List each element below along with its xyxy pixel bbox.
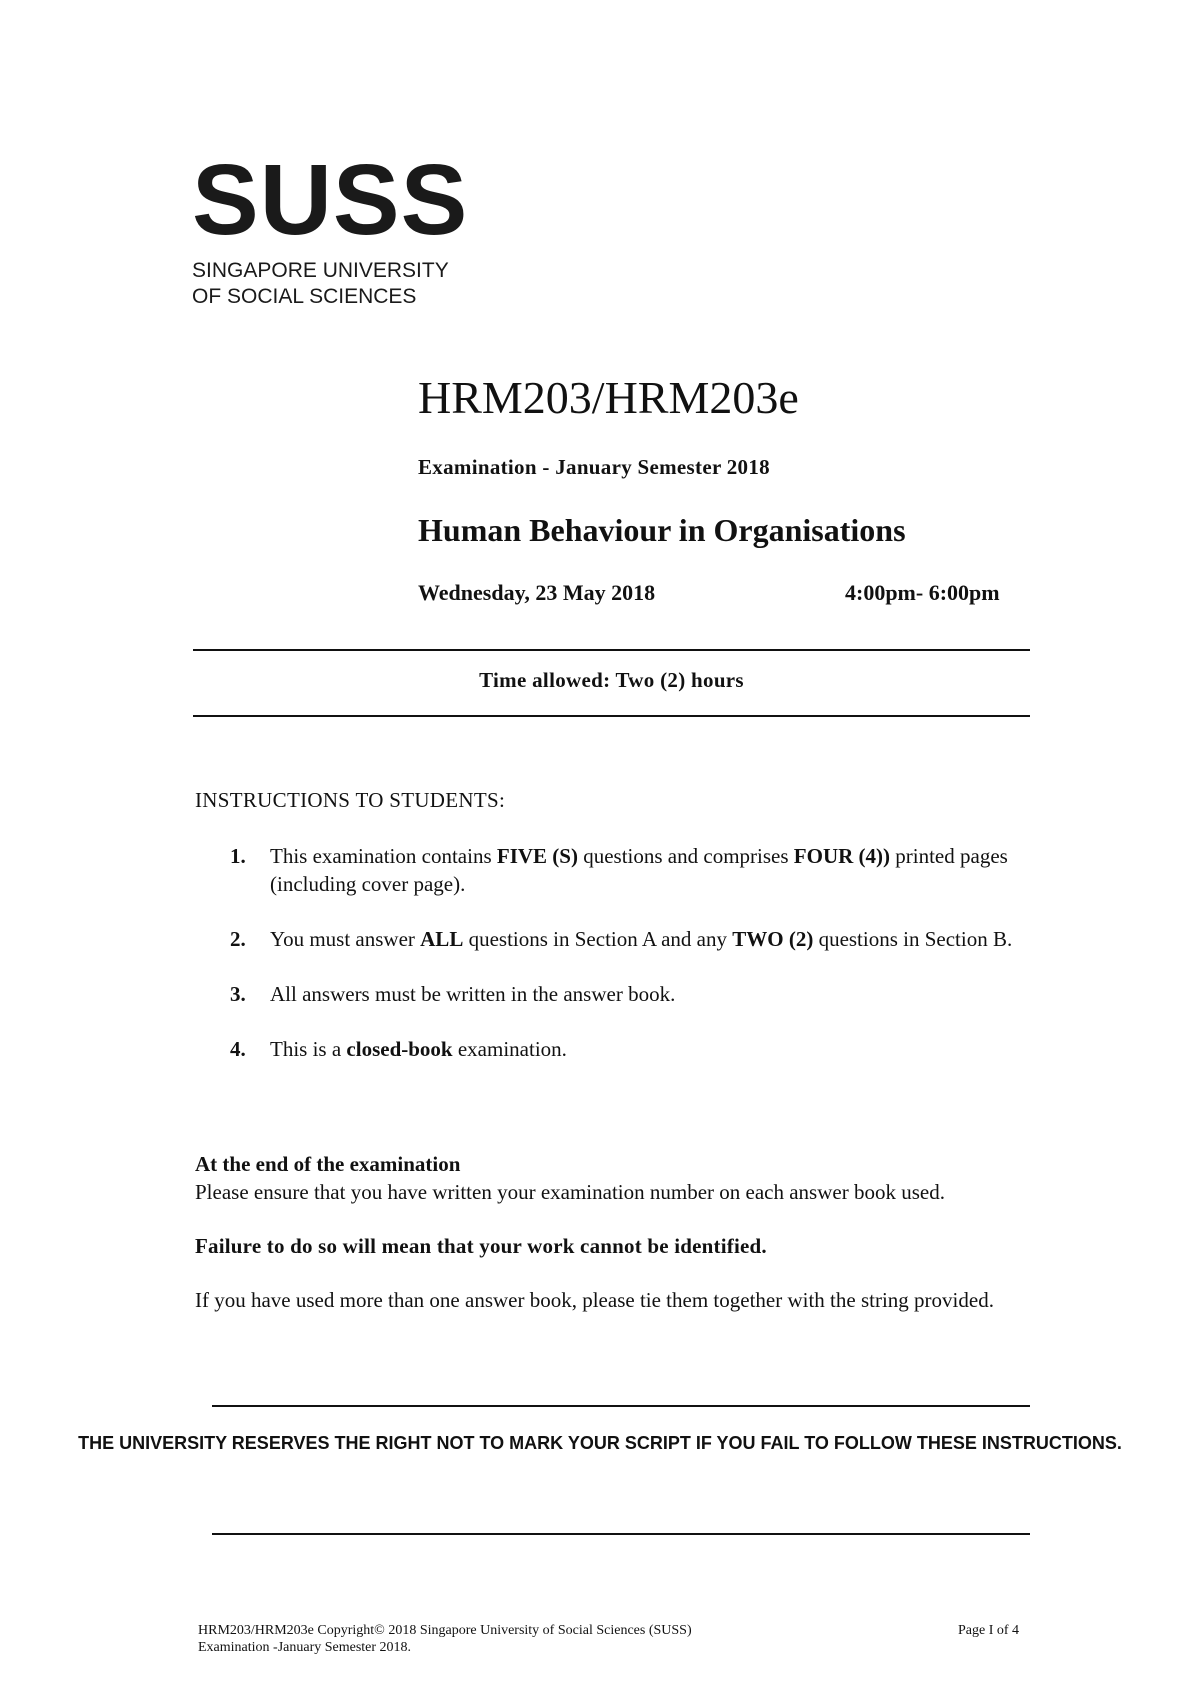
- instruction-text: You must answer: [270, 927, 421, 951]
- divider-bottom: [193, 715, 1030, 717]
- end-of-exam-heading: At the end of the examination: [195, 1152, 461, 1176]
- instruction-text: questions in Section A and any: [463, 927, 733, 951]
- end-of-exam-section: [195, 1150, 1035, 1314]
- logo-subtitle-line1: SINGAPORE UNIVERSITY: [192, 259, 449, 282]
- footer-line2: Examination -January Semester 2018.: [198, 1640, 412, 1655]
- instruction-bold: ALL: [420, 927, 464, 951]
- time-allowed: Time allowed: Two (2) hours: [479, 668, 744, 692]
- divider-warning-top: [212, 1405, 1030, 1407]
- footer-page-number: Page I of 4: [958, 1623, 1020, 1638]
- instruction-number: 2.: [230, 927, 246, 951]
- exam-date: Wednesday, 23 May 2018: [418, 580, 656, 605]
- instruction-item: [230, 1035, 1040, 1063]
- instruction-bold: FIVE (S): [496, 844, 578, 868]
- instruction-number: 3.: [230, 982, 246, 1006]
- footer-copyright: [198, 1622, 692, 1656]
- instruction-text: examination.: [452, 1037, 567, 1061]
- course-title: Human Behaviour in Organisations: [418, 512, 906, 548]
- end-of-exam-para2: If you have used more than one answer book, please tie them together with the string provided.: [195, 1288, 994, 1312]
- instruction-bold: closed-book: [346, 1037, 453, 1061]
- suss-logo: [192, 144, 469, 310]
- divider-warning-bottom: [212, 1533, 1030, 1535]
- footer-line1: HRM203/HRM203e Copyright© 2018 Singapore University of Social Sciences (SUSS): [198, 1623, 692, 1638]
- instruction-item: [230, 980, 1040, 1008]
- exam-time: 4:00pm- 6:00pm: [845, 580, 1000, 605]
- instruction-text: questions in Section B.: [813, 927, 1013, 951]
- end-of-exam-para1: Please ensure that you have written your examination number on each answer book used.: [195, 1180, 945, 1204]
- instruction-number: 1.: [230, 844, 246, 868]
- instruction-text: This examination contains: [270, 844, 497, 868]
- instruction-text: This is a: [270, 1037, 347, 1061]
- instruction-text: printed pages (including cover page).: [270, 844, 1008, 896]
- instruction-item: [230, 842, 1040, 898]
- instruction-text: All answers must be written in the answer book.: [270, 982, 676, 1006]
- logo-subtitle-line2: OF SOCIAL SCIENCES: [192, 285, 417, 308]
- instruction-bold: TWO (2): [732, 927, 814, 951]
- failure-warning: Failure to do so will mean that your work cannot be identified.: [195, 1234, 767, 1258]
- logo-wordmark: SUSS: [192, 144, 469, 256]
- exam-semester: Examination - January Semester 2018: [418, 455, 770, 479]
- university-warning: THE UNIVERSITY RESERVES THE RIGHT NOT TO MARK YOUR SCRIPT IF YOU FAIL TO FOLLOW THESE INSTRUCTIONS.: [78, 1433, 1122, 1453]
- course-code: HRM203/HRM203e: [418, 372, 799, 423]
- instruction-number: 4.: [230, 1037, 246, 1061]
- instruction-text: questions and comprises: [577, 844, 794, 868]
- instructions-heading: INSTRUCTIONS TO STUDENTS:: [195, 788, 506, 812]
- instruction-item: [230, 925, 1040, 953]
- divider-top: [193, 649, 1030, 651]
- instruction-bold: FOUR (4)): [793, 844, 891, 868]
- instructions-list: [230, 842, 1040, 1090]
